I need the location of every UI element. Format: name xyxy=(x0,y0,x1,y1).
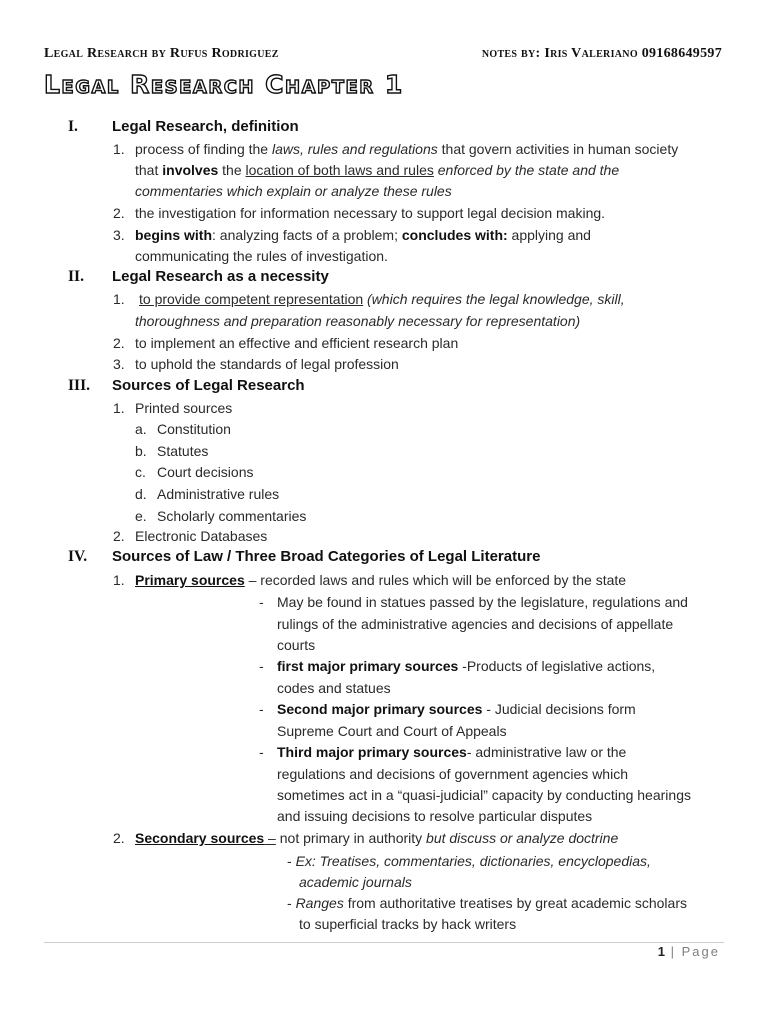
sub-item: Court decisions xyxy=(157,464,254,480)
bullet-text-cont: regulations and decisions of government agencies which xyxy=(277,766,628,782)
list-item: to provide competent representation (which requires the legal knowledge, skill, xyxy=(139,291,625,307)
sub-item: Administrative rules xyxy=(157,486,280,502)
list-item: Secondary sources – not primary in authority but discuss or analyze doctrine xyxy=(135,830,619,846)
section-title: Legal Research as a necessity xyxy=(112,268,329,285)
header-left: Legal Research by Rufus Rodriguez xyxy=(44,46,279,61)
dash-bullet: - xyxy=(259,744,264,760)
item-number: 1. xyxy=(113,572,125,588)
bullet-text-cont: codes and statues xyxy=(277,680,391,696)
section-number: IV. xyxy=(68,548,88,565)
list-item-cont: thoroughness and preparation reasonably necessary for representation) xyxy=(135,313,581,329)
item-number: 3. xyxy=(113,356,125,372)
item-number: 2. xyxy=(113,335,125,351)
item-number: 2. xyxy=(113,528,125,544)
bullet-text: Second major primary sources - Judicial decisions form xyxy=(277,701,636,717)
footer-rule xyxy=(44,942,724,943)
dash-bullet: - xyxy=(259,701,264,717)
section-number: II. xyxy=(68,268,84,285)
sub-item-letter: d. xyxy=(135,486,147,502)
bullet-text-cont: Supreme Court and Court of Appeals xyxy=(277,723,507,739)
page-footer: 1 | Page xyxy=(657,944,720,959)
item-number: 3. xyxy=(113,227,125,243)
section-title: Sources of Legal Research xyxy=(112,377,305,394)
sub-item-letter: a. xyxy=(135,421,147,437)
dash-bullet: - xyxy=(259,594,264,610)
bullet-text-cont: sometimes act in a “quasi-judicial” capacity by conducting hearings xyxy=(277,787,691,803)
list-item: begins with: analyzing facts of a problem; concludes with: applying and xyxy=(135,227,591,243)
list-item-cont: communicating the rules of investigation. xyxy=(135,248,388,264)
list-item: Electronic Databases xyxy=(135,528,268,544)
bullet-text: first major primary sources -Products of legislative actions, xyxy=(277,658,656,674)
bullet-text: May be found in statues passed by the legislature, regulations and xyxy=(277,594,688,610)
list-item-cont: that involves the location of both laws and rules enforced by the state and the xyxy=(135,162,620,178)
bullet-text: - Ranges from authoritative treatises by great academic scholars xyxy=(287,895,687,911)
section-title: Legal Research, definition xyxy=(112,118,299,135)
item-number: 1. xyxy=(113,400,125,416)
sub-item-letter: c. xyxy=(135,464,146,480)
page-number: 1 xyxy=(657,944,666,959)
item-number: 2. xyxy=(113,205,125,221)
sub-item: Constitution xyxy=(157,421,231,437)
section-number: III. xyxy=(68,377,90,394)
bullet-text-cont: courts xyxy=(277,637,316,653)
list-item: the investigation for information necessary to support legal decision making. xyxy=(135,205,606,221)
list-item: Primary sources – recorded laws and rules which will be enforced by the state xyxy=(135,572,627,588)
list-item: Printed sources xyxy=(135,400,233,416)
item-number: 1. xyxy=(113,291,125,307)
bullet-text-cont: academic journals xyxy=(299,874,412,890)
bullet-text-cont: to superficial tracks by hack writers xyxy=(299,916,517,932)
item-number: 1. xyxy=(113,141,125,157)
item-number: 2. xyxy=(113,830,125,846)
header-right: notes by: Iris Valeriano 09168649597 xyxy=(481,46,722,61)
bullet-text-cont: and issuing decisions to resolve particular disputes xyxy=(277,808,593,824)
sub-item: Scholarly commentaries xyxy=(157,508,307,524)
sub-item-letter: e. xyxy=(135,508,147,524)
bullet-text: - Ex: Treatises, commentaries, dictionaries, encyclopedias, xyxy=(287,853,651,869)
sub-item: Statutes xyxy=(157,443,209,459)
list-item: to uphold the standards of legal profession xyxy=(135,356,399,372)
dash-bullet: - xyxy=(259,658,264,674)
bullet-text: Third major primary sources- administrative law or the xyxy=(277,744,627,760)
bullet-text-cont: rulings of the administrative agencies and decisions of appellate xyxy=(277,616,674,632)
sub-item-letter: b. xyxy=(135,443,147,459)
page-title: Legal Research Chapter 1 xyxy=(44,70,404,99)
list-item-cont: commentaries which explain or analyze these rules xyxy=(135,183,452,199)
list-item: process of finding the laws, rules and regulations that govern activities in human society xyxy=(135,141,679,157)
list-item: to implement an effective and efficient research plan xyxy=(135,335,459,351)
section-number: I. xyxy=(68,118,78,135)
page-label: Page xyxy=(681,944,720,959)
section-title: Sources of Law / Three Broad Categories of Legal Literature xyxy=(112,548,541,565)
